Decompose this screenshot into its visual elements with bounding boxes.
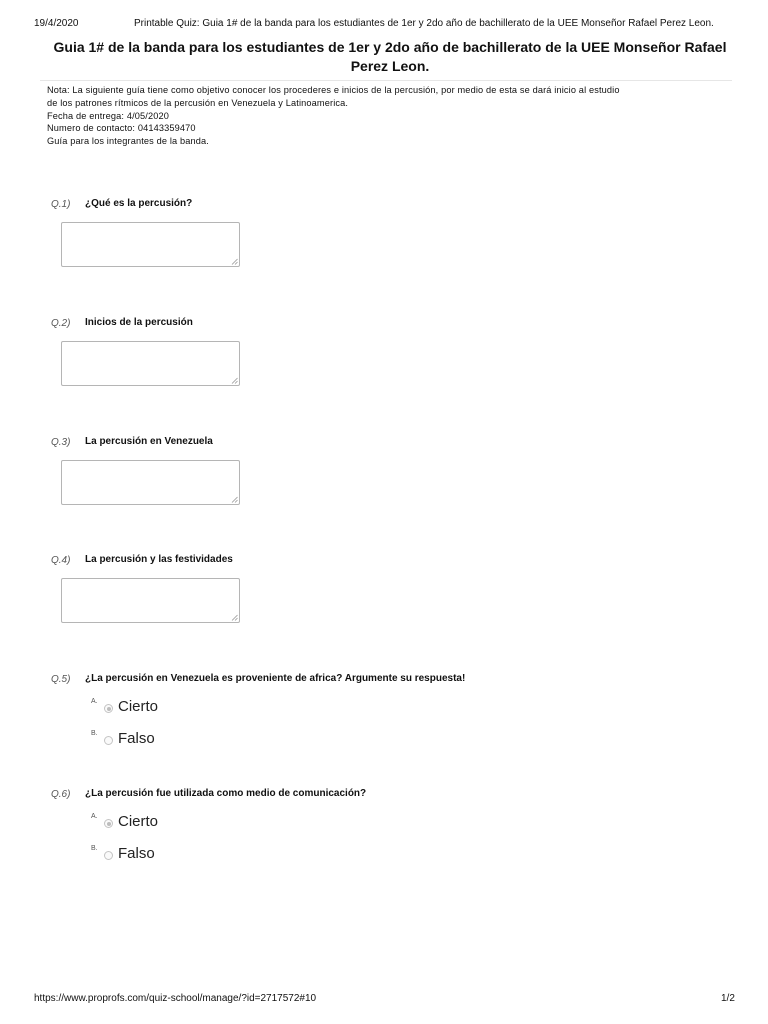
quiz-title: Guia 1# de la banda para los estudiantes de 1er y 2do año de bachillerato de la UEE Monseñor Rafael Perez Leon. bbox=[53, 39, 727, 74]
option-letter: A. bbox=[91, 698, 98, 705]
resize-grip-icon[interactable] bbox=[231, 377, 238, 384]
option-letter: A. bbox=[91, 813, 98, 820]
question-text: La percusión en Venezuela bbox=[85, 436, 213, 447]
answer-textarea[interactable] bbox=[61, 341, 240, 386]
note-line: Numero de contacto: 04143359470 bbox=[47, 123, 196, 134]
resize-grip-icon[interactable] bbox=[231, 496, 238, 503]
resize-grip-icon[interactable] bbox=[231, 614, 238, 621]
question-text: ¿La percusión fue utilizada como medio de comunicación? bbox=[85, 788, 367, 799]
print-footer-page: 1/2 bbox=[721, 993, 735, 1004]
note-line: Fecha de entrega: 4/05/2020 bbox=[47, 110, 170, 121]
question-number: Q.4) bbox=[51, 555, 71, 566]
question-text: Inicios de la percusión bbox=[85, 317, 193, 328]
resize-grip-icon[interactable] bbox=[231, 258, 238, 265]
print-header-date: 19/4/2020 bbox=[34, 18, 79, 29]
answer-textarea[interactable] bbox=[61, 460, 240, 505]
note-line: de los patrones rítmicos de la percusión en Venezuela y Latinoamerica. bbox=[47, 97, 349, 108]
title-divider bbox=[40, 80, 732, 81]
answer-textarea[interactable] bbox=[61, 222, 240, 267]
question-text: ¿La percusión en Venezuela es proveniente de africa? Argumente su respuesta! bbox=[85, 673, 466, 684]
question-number: Q.5) bbox=[51, 674, 71, 685]
radio-button[interactable] bbox=[104, 851, 113, 860]
option-label[interactable]: Cierto bbox=[118, 698, 159, 715]
question-number: Q.6) bbox=[51, 789, 71, 800]
option-label[interactable]: Cierto bbox=[118, 813, 159, 830]
radio-button[interactable] bbox=[104, 704, 113, 713]
radio-button[interactable] bbox=[104, 819, 113, 828]
option-letter: B. bbox=[91, 730, 98, 737]
option-label[interactable]: Falso bbox=[118, 730, 155, 747]
note-line: Nota: La siguiente guía tiene como objetivo conocer los procederes e inicios de la percusión, por medio de esta se dará inicio al estudio bbox=[47, 85, 620, 95]
question-text: ¿Qué es la percusión? bbox=[85, 198, 193, 209]
option-label[interactable]: Falso bbox=[118, 845, 155, 862]
quiz-note bbox=[47, 84, 727, 148]
question-number: Q.1) bbox=[51, 199, 71, 210]
question-text: La percusión y las festividades bbox=[85, 554, 233, 565]
print-footer-url: https://www.proprofs.com/quiz-school/manage/?id=2717572#10 bbox=[34, 993, 317, 1004]
question-number: Q.3) bbox=[51, 437, 71, 448]
option-letter: B. bbox=[91, 845, 98, 852]
question-number: Q.2) bbox=[51, 318, 71, 329]
answer-textarea[interactable] bbox=[61, 578, 240, 623]
note-line: Guía para los integrantes de la banda. bbox=[47, 136, 209, 147]
print-header-title: Printable Quiz: Guia 1# de la banda para los estudiantes de 1er y 2do año de bachillerato de la UEE Monseñor Rafael Perez Leon. bbox=[134, 18, 714, 29]
radio-button[interactable] bbox=[104, 736, 113, 745]
